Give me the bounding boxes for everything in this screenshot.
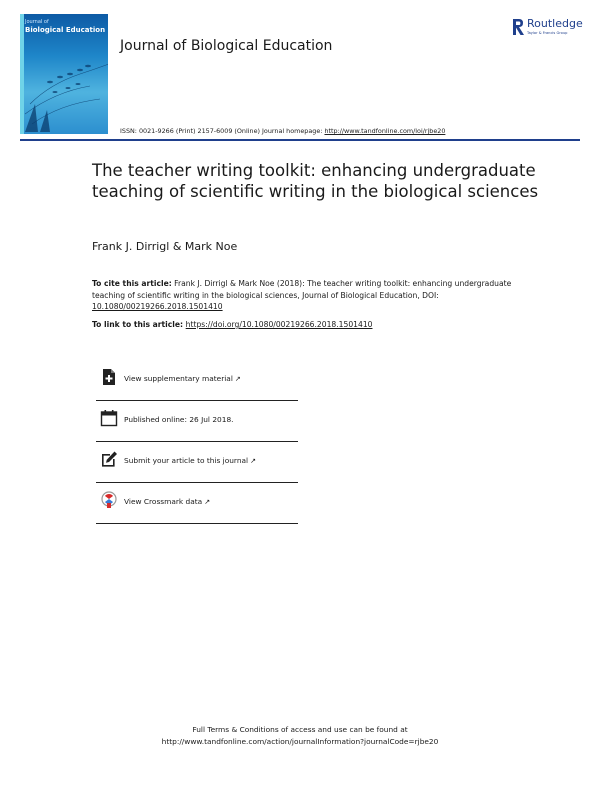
external-link-icon: ↗ [204, 498, 211, 506]
journal-homepage-link[interactable]: http://www.tandfonline.com/loi/rjbe20 [324, 127, 446, 135]
cover-small-text: Journal of [25, 19, 49, 25]
article-doi-url-link[interactable]: https://doi.org/10.1080/00219266.2018.1501410 [185, 320, 373, 329]
article-actions-list [96, 360, 298, 524]
external-link-icon: ↗ [234, 375, 241, 383]
edit-pencil-icon [100, 450, 118, 468]
view-supplementary-material-item[interactable] [96, 360, 298, 401]
article-link-block [92, 320, 372, 329]
published-online-label: Published online: 26 Jul 2018. [124, 415, 234, 424]
crossmark-icon [100, 491, 118, 509]
footer-terms [0, 724, 600, 748]
supplementary-plus-icon [100, 368, 118, 386]
footer-terms-url[interactable]: http://www.tandfonline.com/action/journalInformation?journalCode=rjbe20 [161, 737, 439, 746]
citation-block [92, 278, 522, 313]
citation-doi-link[interactable]: 10.1080/00219266.2018.1501410 [92, 302, 223, 311]
header-divider [20, 139, 580, 141]
external-link-icon: ↗ [250, 457, 256, 465]
publisher-name: Routledge [527, 17, 583, 30]
view-crossmark-label[interactable]: View Crossmark data ↗ [124, 497, 211, 506]
submit-article-item[interactable] [96, 442, 298, 483]
routledge-r-icon [510, 17, 526, 37]
calendar-icon [100, 409, 118, 427]
published-online-item [96, 401, 298, 442]
article-authors: Frank J. Dirrigl & Mark Noe [92, 240, 238, 253]
footer-terms-line1: Full Terms & Conditions of access and use can be found at [192, 725, 408, 734]
journal-cover-image [20, 14, 108, 134]
journal-title: Journal of Biological Education [120, 38, 333, 54]
article-link-label: To link to this article: [92, 320, 186, 329]
citation-text: Frank J. Dirrigl & Mark Noe (2018): The teacher writing toolkit: enhancing undergraduate teaching of scientific writing in the biological sciences, Journal of Biological Education, DOI: [92, 279, 512, 300]
cover-title-text: Biological Education [25, 26, 106, 34]
issn-text: ISSN: 0021-9266 (Print) 2157-6009 (Online) Journal homepage: [120, 127, 325, 135]
view-supplementary-material-label[interactable]: View supplementary material ↗ [124, 374, 241, 383]
submit-article-label[interactable]: Submit your article to this journal ↗ [124, 456, 256, 465]
publisher-tagline: Taylor & Francis Group [527, 31, 568, 35]
citation-label: To cite this article: [92, 279, 172, 288]
view-crossmark-item[interactable] [96, 483, 298, 524]
article-title: The teacher writing toolkit: enhancing undergraduate teaching of scientific writing in the biological sciences [92, 161, 539, 201]
routledge-logo [510, 17, 590, 39]
cover-illustration [20, 44, 108, 134]
issn-line [120, 127, 445, 135]
